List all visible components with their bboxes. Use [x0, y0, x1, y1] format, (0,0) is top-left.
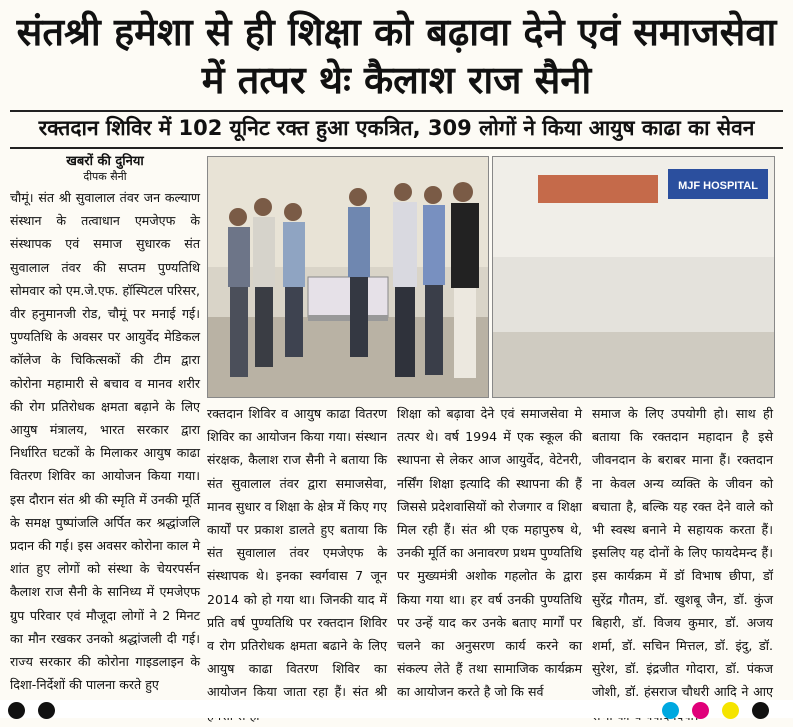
photo-group-hospital	[492, 156, 775, 398]
article-column-2	[207, 402, 387, 698]
article-column-4	[592, 402, 773, 698]
byline: दीपक सैनी	[83, 170, 127, 183]
photo-blood-donation	[207, 156, 489, 398]
registration-dot-cyan	[662, 702, 679, 719]
divider-bottom	[10, 147, 783, 149]
article-paragraph: रक्तदान शिविर व आयुष काढा वितरण शिविर का आयोजन किया गया। संस्थान संरक्षक, कैलाश राज सैनी ने बताया कि संत सुवालाल तंवर द्वारा समाजसेवा, मानव सुधार व शिक्षा के क्षेत्र में किए गए कार्यों पर प्रकाश डालते हुए बताया कि संत सुवालाल तंवर एमजेएफ के संस्थापक थे। इनका स्वर्गवास 7 जून 2014 को हो गया था। जिनकी याद में प्रति वर्ष पुण्यतिथि पर रक्तदान शिविर व रोग प्रतिरोधक क्षमता बढाने के लिए आयुष काढा वितरण शिविर का आयोजन किया जाता रहा हैं। संत श्री	[207, 406, 387, 700]
registration-dot-black	[752, 702, 769, 719]
article-paragraph: चौमूं। संत श्री सुवालाल तंवर जन कल्याण संस्थान के तत्वाधान एमजेएफ के संस्थापक एवं समाज सुधारक संत सुवालाल तंवर की सप्तम पुण्यतिथि सोमवार को एम.जे.एफ. हॉस्पिटल परिसर, वीर हनुमानजी रोड, चौमूं पर मनाई गई। पुण्यतिथि के अवसर पर आयुर्वेद मेडिकल कॉलेज के चिकित्सकों की टीम द्वारा कोरोना महामारी से बचाव व मानव शरीर की रोग प्रतिरोधक क्षमता बढ़ाने के लिए आयुष मंत्रालय, भारत सरकार द्वारा निर्धारित घटकों के मिलाकर आयुष काढा वितरण शिविर का आयोजन किया गया। इस दौरान संत श्री की स्मृति में उनकी मूर्ति के समक्ष पुष्पांजलि अर्पित कर श्रद्धांजलि प्रदान की गई। इस अवसर कोरोना काल मे शांत हुए लोगों को संस्था के चेयरपर्सन कैलाश राज सैनी के सानिध्य में एमजेएफ ग्रुप परिवार एवं मौजूदा लोगों ने 2 मिनट का मौन रखकर उनको श्रद्धांजली दी गई। राज्य सरकार की कोरोना गाइडलाइन के दिशा-निर्देशों की पालना करते हुए	[10, 190, 200, 693]
divider-top	[10, 110, 783, 112]
hospital-sign: MJF HOSPITAL	[678, 180, 758, 192]
headline-line-1: संतश्री हमेशा से ही शिक्षा को बढ़ावा देने एवं समाजसेवा	[16, 10, 777, 54]
registration-dot-yellow	[722, 702, 739, 719]
photo-illustration-group	[493, 157, 774, 397]
registration-dot-magenta	[692, 702, 709, 719]
article-paragraph: समाज के लिए उपयोगी हो। साथ ही बताया कि रक्तदान महादान है इसे जीवनदान के बराबर माना हैं। रक्तदान ना केवल अन्य व्यक्ति के जीवन को बचाता है, बल्कि यह रक्त देने वाले को भी स्वस्थ बनाने मे सहायक करता हैं। इसलिए यह दोनों के लिए फायदेमन्द हैं। इस कार्यक्रम में डॉ विभाष छीपा, डॉ सुरेंद्र गौतम, डॉ. खुशबू जैन, डॉ. कुंज बिहारी, डॉ. विजय कुमार, डॉ. अजय शर्मा, डॉ. सचिन मित्तल, डॉ. इंदु, डॉ. सुरेश, डॉ. इंद्रजीत गोदारा, डॉ. पंकज जोशी, डॉ. हंसराज चौधरी आदि ने आए	[592, 406, 773, 700]
article-column-1	[10, 186, 200, 698]
headline	[0, 8, 793, 104]
article-column-3	[397, 402, 582, 698]
article-paragraph: शिक्षा को बढ़ावा देने एवं समाजसेवा मे तत्पर थे। वर्ष 1994 में एक स्कूल की स्थापना से लेकर आज आयुर्वेद, वेटेनरी, नर्सिंग शिक्षा इत्यादि की स्थापना की हैं जिससे प्रदेशवासियों को रोजगार व शिक्षा मिल रही हैं। संत श्री एक महापुरुष थे, उनकी मूर्ति का अनावरण प्रथम पुण्यतिथि पर मुख्यमंत्री अशोक गहलोत के द्वारा किया गया था। हर वर्ष उनकी पुण्यतिथि पर उन्हें याद कर उनके बताए मार्गों पर चलने का अनुसरण कार्य करने का संकल्प लेते हैं तथा सामाजिक कार्यक्रम का आयोजन करते है जो कि सर्व	[397, 406, 582, 700]
column-tag-title: खबरों की दुनिया	[66, 154, 144, 169]
registration-dot	[8, 702, 25, 719]
column-tag-box	[10, 154, 200, 186]
subheadline: रक्तदान शिविर में 102 यूनिट रक्त हुआ एकत्रित, 309 लोगों ने किया आयुष काढा का सेवन	[38, 116, 755, 140]
registration-dot	[38, 702, 55, 719]
headline-line-2: में तत्पर थेः कैलाश राज सैनी	[201, 58, 592, 102]
photo-illustration	[208, 157, 488, 397]
